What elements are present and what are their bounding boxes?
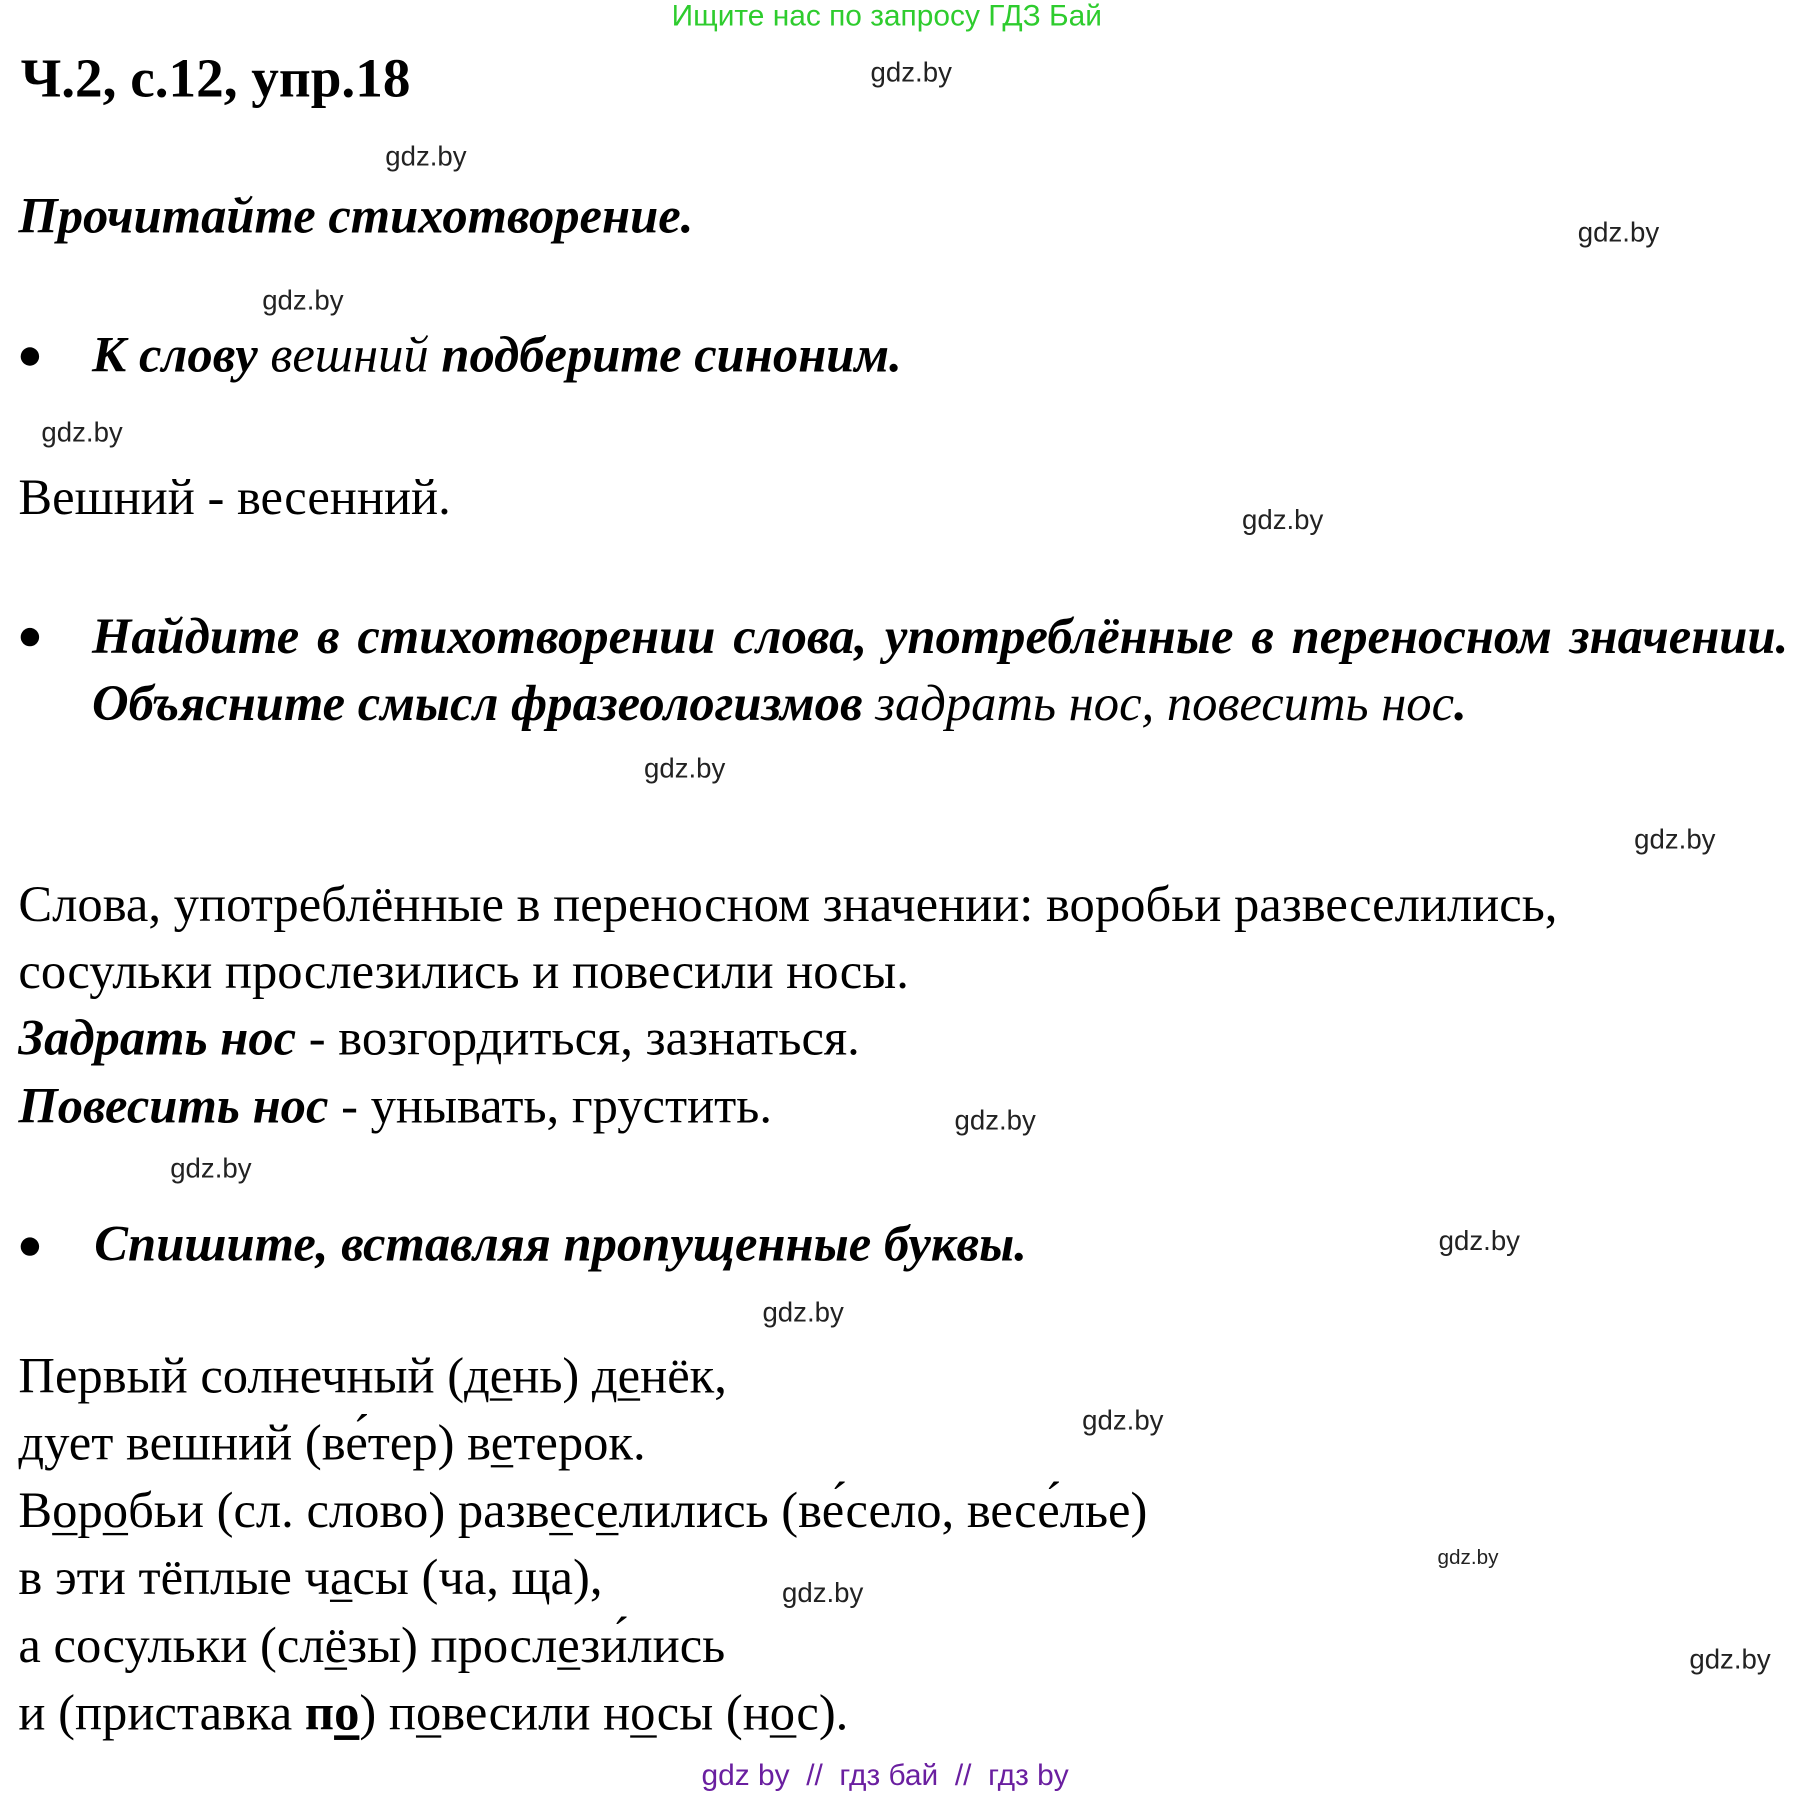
task-word: вешний <box>270 326 429 383</box>
marked-letter: е <box>490 1414 514 1471</box>
poem-text: В <box>18 1482 53 1539</box>
poem-line <box>18 1348 726 1406</box>
poem-line <box>18 1415 645 1473</box>
watermark: gdz.by <box>954 1105 1036 1137</box>
poem-text: в эти тёплые ч <box>18 1549 330 1606</box>
marked-letter: о <box>334 1684 360 1742</box>
poem-text: а сосульки (сл <box>18 1616 325 1674</box>
poem-text: сы (н <box>656 1684 770 1742</box>
watermark: gdz.by <box>1438 1225 1520 1257</box>
poem-text: терок. <box>513 1414 646 1471</box>
watermark: gdz.by <box>782 1577 864 1609</box>
marked-letter: о <box>52 1482 78 1539</box>
task-figurative <box>92 604 1788 737</box>
bullet-icon <box>21 1237 39 1255</box>
watermark: gdz.by <box>262 285 344 317</box>
page-title: Ч.2, с.12, упр.18 <box>20 48 411 110</box>
poem-text: с). <box>796 1684 849 1742</box>
watermark: gdz.by <box>1242 504 1324 536</box>
marked-letter: о <box>102 1482 129 1539</box>
poem-text: весили н <box>441 1684 631 1742</box>
poem-text: дует вешний (ве́тер) в <box>18 1414 491 1471</box>
watermark: gdz.by <box>762 1297 844 1329</box>
poem-text: ) п <box>359 1684 416 1742</box>
marked-letter: е <box>489 1347 513 1405</box>
idiom: Задрать нос <box>18 1009 297 1067</box>
answer-line: сосульки прослезились и повесили носы. <box>18 943 909 1000</box>
watermark: gdz.by <box>644 753 726 785</box>
poem-text: лились (ве́село, весе́лье) <box>618 1482 1148 1539</box>
poem-text: зи́лись <box>580 1616 726 1674</box>
task-copy: Спишите, вставляя пропущенные буквы. <box>94 1215 1027 1272</box>
task-synonym <box>92 327 902 385</box>
bullet-icon <box>21 628 39 646</box>
task-idioms: задрать нос, повесить нос <box>875 675 1455 732</box>
marked-letter: ё <box>324 1616 348 1674</box>
watermark: gdz.by <box>170 1153 252 1185</box>
task-text: Найдите в стихотворении слова, употреблённые в переносном значении. Объясните смысл фразеологизмов <box>92 608 1789 732</box>
search-hint: Ищите нас по запросу ГДЗ Бай <box>671 0 1102 33</box>
poem-line <box>18 1685 848 1743</box>
poem-text: и (приставка <box>18 1684 305 1742</box>
task-text: подберите синоним. <box>428 326 902 383</box>
answer-line: Слова, употреблённые в переносном значении: воробьи развеселились, <box>18 876 1558 933</box>
idiom-meaning: - унывать, грустить. <box>328 1077 773 1134</box>
poem-line <box>18 1482 1147 1540</box>
watermark: gdz.by <box>41 417 123 449</box>
task-text: К слову <box>92 326 271 383</box>
task-text: . <box>1454 675 1467 732</box>
poem-text: нёк, <box>640 1347 727 1405</box>
watermark: gdz.by <box>870 57 952 89</box>
watermark: gdz.by <box>1634 824 1716 856</box>
marked-letter: о <box>769 1684 797 1742</box>
bullet-icon <box>21 347 39 365</box>
marked-letter: о <box>415 1684 442 1742</box>
poem-line <box>18 1549 602 1607</box>
marked-letter: п <box>304 1684 335 1742</box>
marked-letter: о <box>630 1684 657 1742</box>
footer: gdz by // гдз бай // гдз by <box>701 1757 1069 1792</box>
poem-text: Первый солнечный (д <box>18 1347 490 1405</box>
watermark: gdz.by <box>1437 1545 1499 1569</box>
poem-text: бьи (сл. слово) разв <box>128 1482 550 1539</box>
idiom: Повесить нос <box>18 1077 329 1134</box>
idiom-meaning: - возгордиться, зазнаться. <box>296 1009 860 1067</box>
poem-text: с <box>572 1482 596 1539</box>
marked-letter: е <box>595 1482 619 1539</box>
marked-letter: е <box>557 1616 581 1674</box>
watermark: gdz.by <box>1082 1405 1164 1437</box>
answer-synonym: Вешний - весенний. <box>18 469 451 526</box>
poem-text: нь) д <box>512 1347 618 1405</box>
idiom-line <box>18 1010 859 1068</box>
marked-letter: а <box>329 1549 353 1606</box>
poem-text: сы (ча, ща), <box>352 1549 603 1606</box>
poem-line <box>18 1617 725 1675</box>
watermark: gdz.by <box>1577 217 1660 249</box>
watermark: gdz.by <box>385 141 467 173</box>
marked-letter: е <box>617 1347 641 1405</box>
poem-text: р <box>77 1482 103 1539</box>
poem-text: зы) просл <box>347 1616 558 1674</box>
task-read: Прочитайте стихотворение. <box>18 187 694 244</box>
marked-letter: е <box>549 1482 573 1539</box>
idiom-line <box>18 1078 772 1136</box>
watermark: gdz.by <box>1689 1644 1771 1676</box>
